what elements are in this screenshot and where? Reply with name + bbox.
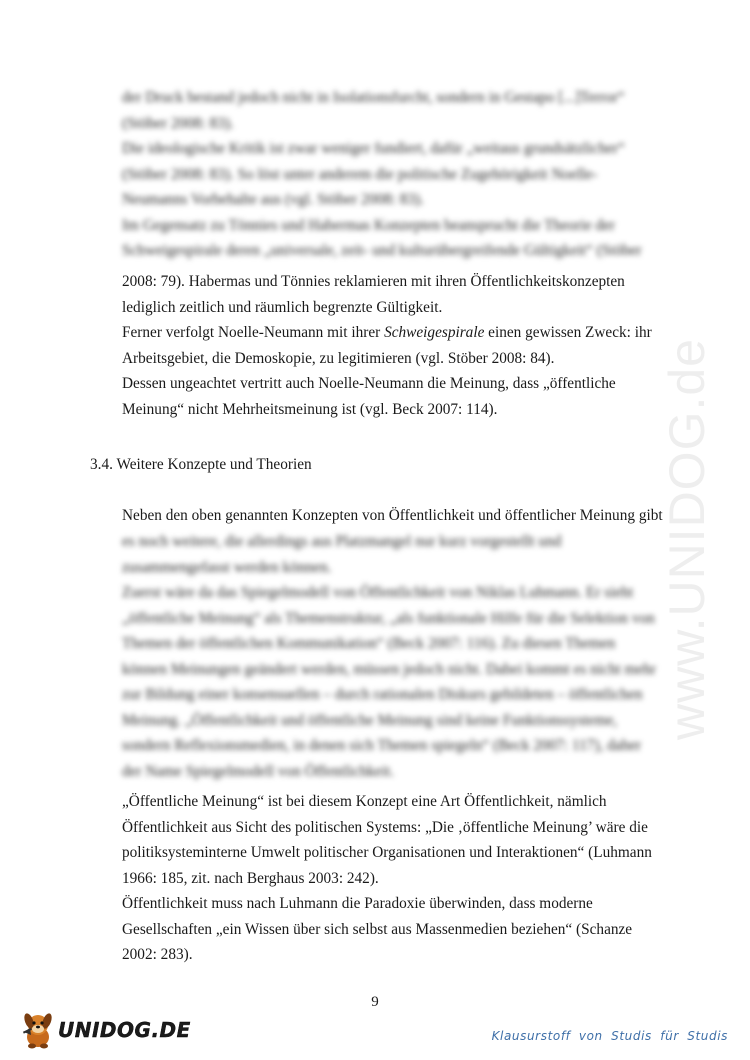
paragraph: Zuerst wäre da das Spiegelmodell von Öffentlichkeit von Niklas Luhmann. Er sieht „öffentliche Meinung“ als Themenstruktur, „als funktionale Hilfe für die Selektion von Themen der öffentlichen Kommunikation“ (Beck 2007: 116). Zu diesen Themen können Meinungen geändert werden, müssen jedoch nicht. Dabei kommt es nicht mehr zur Bildung einer konsensuellen – durch rationalen Diskurs gebildeten – öffentlichen Meinung. „Öffentlichkeit und öffentliche Meinung sind keine Funktionssysteme, sondern Reflexionsmedien, in denen sich Themen spiegeln“ (Beck 2007: 117), daher der Name Spiegelmodell von Öffentlichkeit.: [122, 584, 656, 780]
paragraph-ferner: [122, 320, 662, 371]
unidog-logo[interactable]: [16, 1008, 191, 1052]
paragraph: Dessen ungeachtet vertritt auch Noelle-Neumann die Meinung, dass „öffentliche Meinung“ nicht Mehrheitsmeinung ist (vgl. Beck 2007: 114).: [122, 375, 616, 418]
footer-tagline: Klausurstoff von Studis für Studis: [491, 1029, 728, 1043]
clear-text-lower: [122, 789, 662, 968]
clear-text-intro: [122, 503, 667, 529]
paragraph: Öffentlichkeit muss nach Luhmann die Paradoxie überwinden, dass moderne Gesellschaften „ein Wissen über sich selbst aus Massenmedien beziehen“ (Schanze 2002: 283).: [122, 895, 633, 963]
blurred-text-top: [122, 85, 662, 264]
paragraph: Im Gegensatz zu Tönnies und Habermas Konzepten beansprucht die Theorie der Schweigespirale deren „universale, zeit- und kulturübergreifende Gültigkeit“ (Stöber: [122, 216, 642, 259]
italic-term: Schweigespirale: [384, 324, 485, 341]
blurred-text-bottom: [122, 529, 662, 784]
paragraph: Neben den oben genannten Konzepten von Öffentlichkeit und öffentlicher Meinung gibt: [122, 507, 663, 524]
paragraph: „Öffentliche Meinung“ ist bei diesem Konzept eine Art Öffentlichkeit, nämlich Öffentlichkeit aus Sicht des politischen Systems: „Die ‚öffentliche Meinung’ wäre die politiksysteminterne Umwelt politischer Organisationen und Interaktionen“ (Luhmann 1966: 185, zit. nach Berghaus 2003: 242).: [122, 793, 652, 887]
section-heading: 3.4. Weitere Konzepte und Theorien: [90, 456, 312, 473]
text-run: Ferner verfolgt Noelle-Neumann mit ihrer: [122, 324, 385, 341]
logo-text: UNIDOG.DE: [58, 1018, 191, 1042]
dog-mascot-icon: [16, 1008, 60, 1052]
clear-text-upper: [122, 269, 662, 422]
text-run: einen gewissen Zweck: ihr Arbeitsgebiet, die Demoskopie, zu legitimieren (vgl. Stöber 2008: 84).: [122, 324, 652, 367]
paragraph: es noch weitere, die allerdings aus Platzmangel nur kurz vorgestellt und zusammengefasst werden können.: [122, 533, 562, 576]
paragraph: 2008: 79). Habermas und Tönnies reklamieren mit ihren Öffentlichkeitskonzepten lediglich zeitlich und räumlich begrenzte Gültigkeit.: [122, 273, 625, 316]
paragraph: Die ideologische Kritik ist zwar weniger fundiert, dafür „weitaus grundsätzlicher“ (Stöber 2008: 83). So löst unter anderem die politische Zugehörigkeit Noelle-Neumanns Vorbehalte aus (vgl. Stöber 2008: 83).: [122, 140, 625, 208]
page-number: 9: [371, 994, 379, 1010]
watermark-text: www.UNIDOG.de: [659, 338, 715, 740]
paragraph: der Druck bestand jedoch nicht in Isolationsfurcht, sondern in Gestapo [...]Terror“ (Stöber 2008: 83).: [122, 89, 625, 132]
